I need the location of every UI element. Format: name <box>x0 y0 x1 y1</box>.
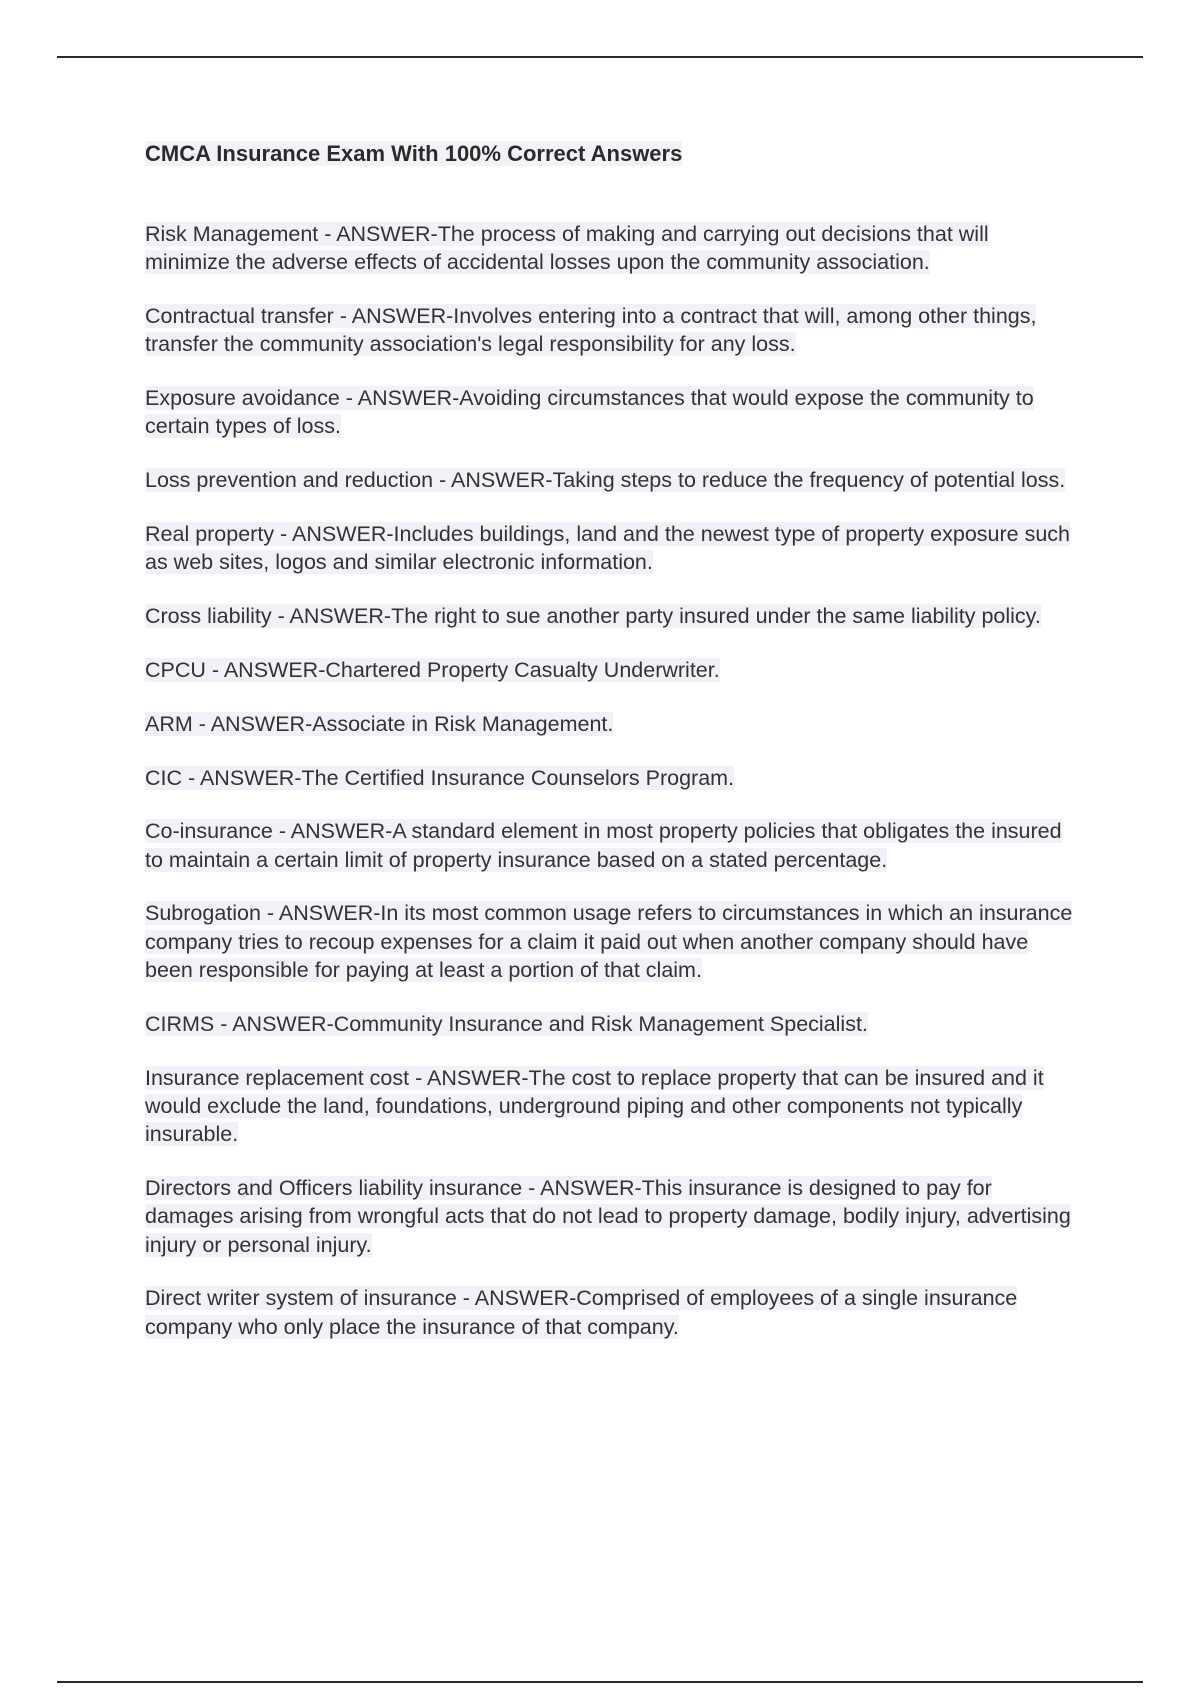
qa-item <box>145 656 1075 684</box>
qa-item <box>145 384 1075 441</box>
qa-item <box>145 1174 1075 1259</box>
qa-item-text: Loss prevention and reduction - ANSWER-Taking steps to reduce the frequency of potential loss. <box>145 468 1066 493</box>
qa-item-text: Directors and Officers liability insurance - ANSWER-This insurance is designed to pay for damages arising from wrongful acts that do not lead to property damage, bodily injury, advertising injury or personal injury. <box>145 1176 1071 1257</box>
header-rule <box>57 56 1143 58</box>
qa-item <box>145 466 1075 494</box>
qa-item <box>145 220 1075 277</box>
qa-item <box>145 817 1075 874</box>
qa-item <box>145 1284 1075 1341</box>
qa-item-text: Subrogation - ANSWER-In its most common usage refers to circumstances in which an insurance company tries to recoup expenses for a claim it paid out when another company should have been responsible for paying at least a portion of that claim. <box>145 901 1073 983</box>
qa-item-text: CIRMS - ANSWER-Community Insurance and Risk Management Specialist. <box>145 1011 868 1036</box>
qa-item-text: Insurance replacement cost - ANSWER-The cost to replace property that can be insured and it would exclude the land, foundations, underground piping and other components not typically insurable. <box>145 1065 1044 1147</box>
qa-item <box>145 602 1075 630</box>
qa-item <box>145 710 1075 738</box>
qa-item-text: Real property - ANSWER-Includes buildings, land and the newest type of property exposure such as web sites, logos and similar electronic information. <box>145 522 1070 575</box>
qa-item-text: Risk Management - ANSWER-The process of making and carrying out decisions that will minimize the adverse effects of accidental losses upon the community association. <box>145 222 989 275</box>
qa-item <box>145 1064 1075 1149</box>
qa-item-text: CIC - ANSWER-The Certified Insurance Counselors Program. <box>145 765 735 790</box>
qa-item-text: Exposure avoidance - ANSWER-Avoiding circumstances that would expose the community to certain types of loss. <box>145 386 1034 439</box>
document-body <box>145 140 1075 1367</box>
qa-item-text: ARM - ANSWER-Associate in Risk Management. <box>145 711 614 736</box>
document-title-text: CMCA Insurance Exam With 100% Correct Answers <box>145 141 683 166</box>
qa-item-text: Cross liability - ANSWER-The right to sue another party insured under the same liability policy. <box>145 604 1041 629</box>
document-title <box>145 140 1075 168</box>
footer-rule <box>57 1681 1143 1683</box>
qa-item <box>145 1010 1075 1038</box>
qa-item <box>145 764 1075 792</box>
qa-item-text: Direct writer system of insurance - ANSWER-Comprised of employees of a single insurance company who only place the insurance of that company. <box>145 1286 1018 1339</box>
qa-item-text: Co-insurance - ANSWER-A standard element in most property policies that obligates the insured to maintain a certain limit of property insurance based on a stated percentage. <box>145 819 1062 872</box>
qa-item <box>145 520 1075 577</box>
qa-item <box>145 302 1075 359</box>
qa-item-text: CPCU - ANSWER-Chartered Property Casualty Underwriter. <box>145 657 720 682</box>
qa-item <box>145 899 1075 984</box>
qa-item-text: Contractual transfer - ANSWER-Involves entering into a contract that will, among other things, transfer the community association's legal responsibility for any loss. <box>145 304 1037 357</box>
